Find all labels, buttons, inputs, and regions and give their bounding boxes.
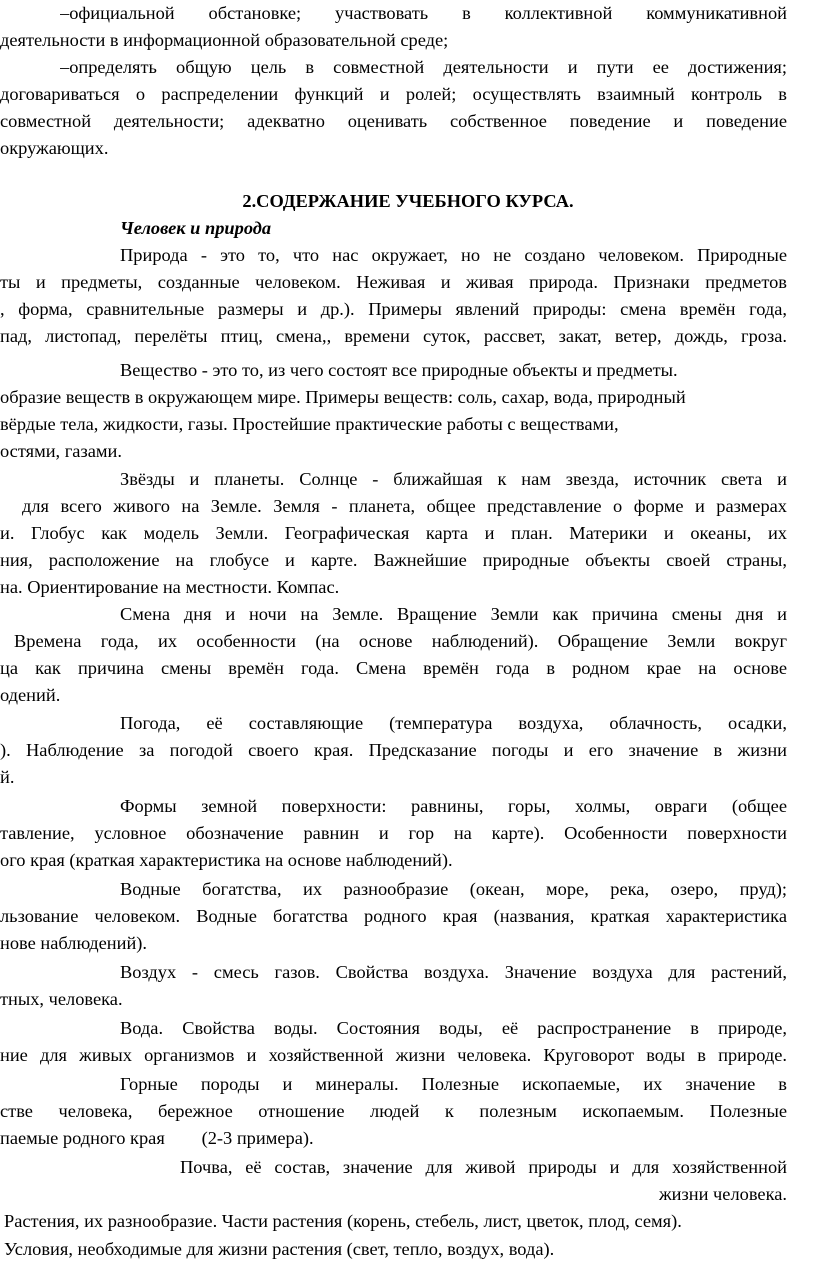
body-line: Времена года, их особенности (на основе наблюдений). Обращение Земли вокруг <box>14 631 787 651</box>
body-line: Вещество - это то, из чего состоят все природные объекты и предметы. <box>120 360 678 380</box>
body-line: жизни человека. <box>658 1184 787 1204</box>
intro-line: –определять общую цель в совместной деятельности и пути ее достижения; <box>60 57 787 77</box>
body-line: Воздух - смесь газов. Свойства воздуха. Значение воздуха для растений, <box>120 962 787 982</box>
body-line: ). Наблюдение за погодой своего края. Предсказание погоды и его значение в жизни <box>0 740 787 760</box>
section-title: 2.СОДЕРЖАНИЕ УЧЕБНОГО КУРСА. <box>242 191 574 211</box>
intro-line: деятельности в информационной образовательной среде; <box>0 30 449 50</box>
body-line: Вода. Свойства воды. Состояния воды, её распространение в природе, <box>120 1018 787 1038</box>
body-line: Звёзды и планеты. Солнце - ближайшая к нам звезда, источник света и <box>120 469 787 489</box>
body-line: на. Ориентирование на местности. Компас. <box>0 577 340 597</box>
body-line: пад, листопад, перелёты птиц, смена,, времени суток, рассвет, закат, ветер, дождь, гроза. <box>0 326 787 346</box>
body-line: ого края (краткая характеристика на основе наблюдений). <box>0 850 453 870</box>
body-line: для всего живого на Земле. Земля - планета, общее представление о форме и размерах <box>22 496 787 516</box>
body-line: Горные породы и минералы. Полезные ископаемые, их значение в <box>120 1074 787 1094</box>
body-line: Почва, её состав, значение для живой природы и для хозяйственной <box>180 1157 787 1177</box>
body-line: образие веществ в окружающем мире. Примеры веществ: соль, сахар, вода, природный <box>0 387 686 407</box>
body-line: вёрдые тела, жидкости, газы. Простейшие практические работы с веществами, <box>0 414 619 434</box>
body-line: , форма, сравнительные размеры и др.). Примеры явлений природы: смена времён года, <box>0 299 787 319</box>
body-line: тавление, условное обозначение равнин и гор на карте). Особенности поверхности <box>0 823 787 843</box>
body-line: Погода, её составляющие (температура воздуха, облачность, осадки, <box>120 713 787 733</box>
intro-line: совместной деятельности; адекватно оценивать собственное поведение и поведение <box>0 111 787 131</box>
body-line: ние для живых организмов и хозяйственной жизни человека. Круговорот воды в природе. <box>0 1045 787 1065</box>
body-line: ния, расположение на глобусе и карте. Важнейшие природные объекты своей страны, <box>0 550 787 570</box>
body-line: й. <box>0 767 15 787</box>
intro-line: договариваться о распределении функций и ролей; осуществлять взаимный контроль в <box>0 84 787 104</box>
body-line: Водные богатства, их разнообразие (океан, море, река, озеро, пруд); <box>120 879 787 899</box>
body-line: ты и предметы, созданные человеком. Неживая и живая природа. Признаки предметов <box>0 272 787 292</box>
body-line: одений. <box>0 685 61 705</box>
subsection-title: Человек и природа <box>120 218 272 238</box>
body-line: и. Глобус как модель Земли. Географическая карта и план. Материки и океаны, их <box>0 523 787 543</box>
body-line: Природа - это то, что нас окружает, но не создано человеком. Природные <box>120 245 787 265</box>
body-line: тных, человека. <box>0 989 123 1009</box>
body-line: льзование человеком. Водные богатства родного края (названия, краткая характеристика <box>0 906 787 926</box>
body-line: Условия, необходимые для жизни растения (свет, тепло, воздух, вода). <box>4 1239 555 1259</box>
body-line: Смена дня и ночи на Земле. Вращение Земли как причина смены дня и <box>120 604 787 624</box>
body-line: Растения, их разнообразие. Части растения (корень, стебель, лист, цветок, плод, семя). <box>4 1211 682 1231</box>
body-line: паемые родного края (2-3 примера). <box>0 1128 314 1148</box>
body-line: ца как причина смены времён года. Смена времён года в родном крае на основе <box>0 658 787 678</box>
intro-line: –официальной обстановке; участвовать в коллективной коммуникативной <box>60 3 787 23</box>
body-line: стве человека, бережное отношение людей к полезным ископаемым. Полезные <box>0 1101 787 1121</box>
body-line: Формы земной поверхности: равнины, горы, холмы, овраги (общее <box>120 796 787 816</box>
intro-line: окружающих. <box>0 138 109 158</box>
body-line: нове наблюдений). <box>0 933 148 953</box>
body-line: остями, газами. <box>0 441 122 461</box>
